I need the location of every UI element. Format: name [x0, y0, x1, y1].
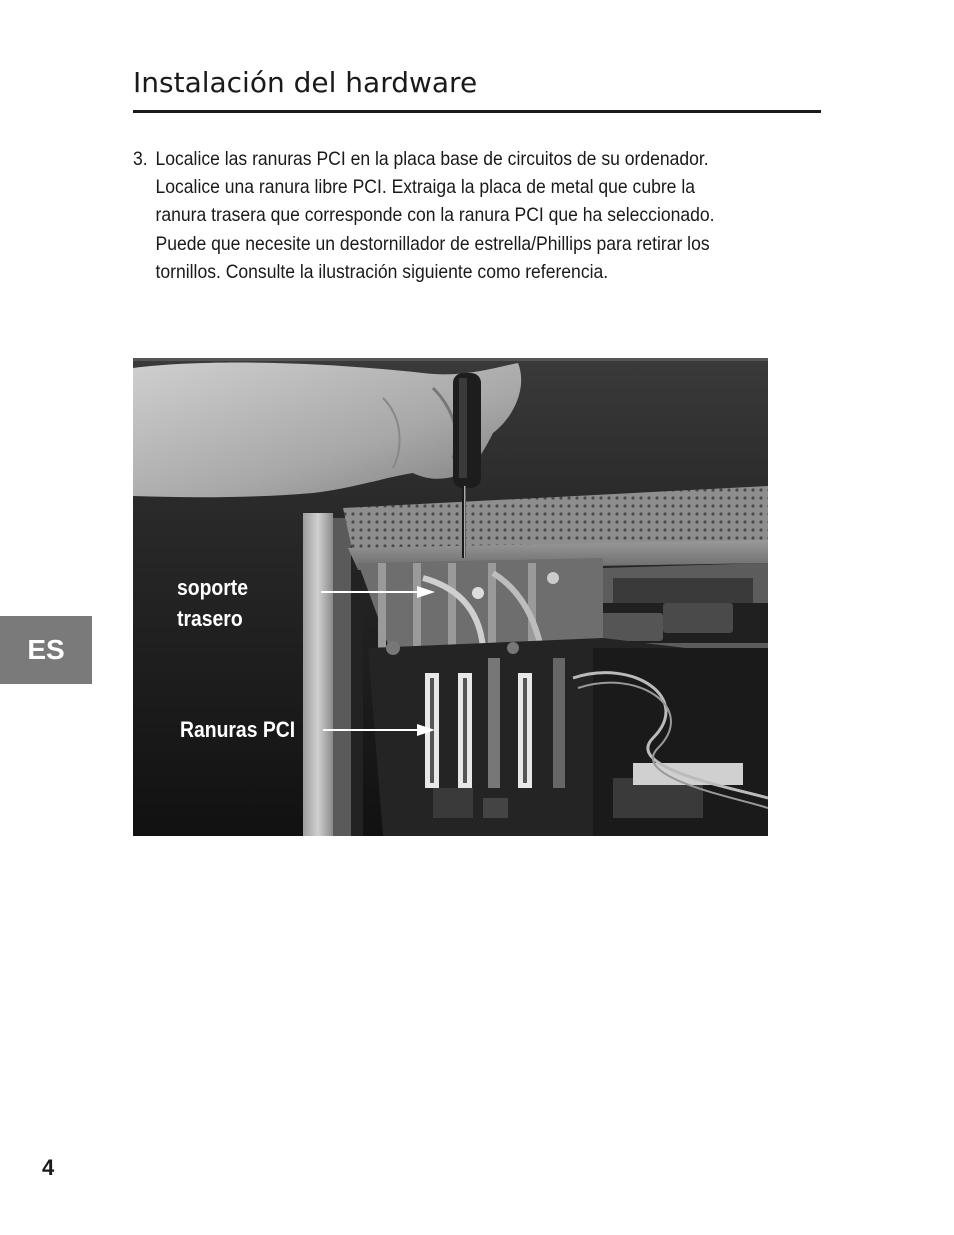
language-tab: ES [0, 616, 92, 684]
step-line: Puede que necesite un destornillador de estrella/Phillips para retirar los [155, 232, 710, 255]
step-line: Localice las ranuras PCI en la placa base de circuitos de su ordenador. [155, 148, 709, 170]
step-line: tornillos. Consulte la ilustración siguiente como referencia. [155, 260, 609, 283]
back-bracket-label [177, 572, 248, 634]
pci-slots-label: Ranuras PCI [180, 717, 296, 742]
chassis-frame [303, 513, 363, 836]
back-bracket-label-line1: soporte [177, 575, 249, 600]
pc-interior-photo [133, 358, 768, 836]
step-text [156, 145, 813, 286]
step-line: ranura trasera que corresponde con la ranura PCI que ha seleccionado. [155, 204, 715, 227]
page-number: 4 [42, 1155, 55, 1180]
step-line: Localice una ranura libre PCI. Extraiga la placa de metal que cubre la [155, 176, 695, 199]
page-title: Instalación del hardware [133, 66, 478, 99]
step-number: 3. [133, 148, 148, 170]
step-3-instructions [133, 145, 745, 286]
back-bracket-label-line2: trasero [177, 606, 243, 631]
title-rule [133, 110, 821, 113]
